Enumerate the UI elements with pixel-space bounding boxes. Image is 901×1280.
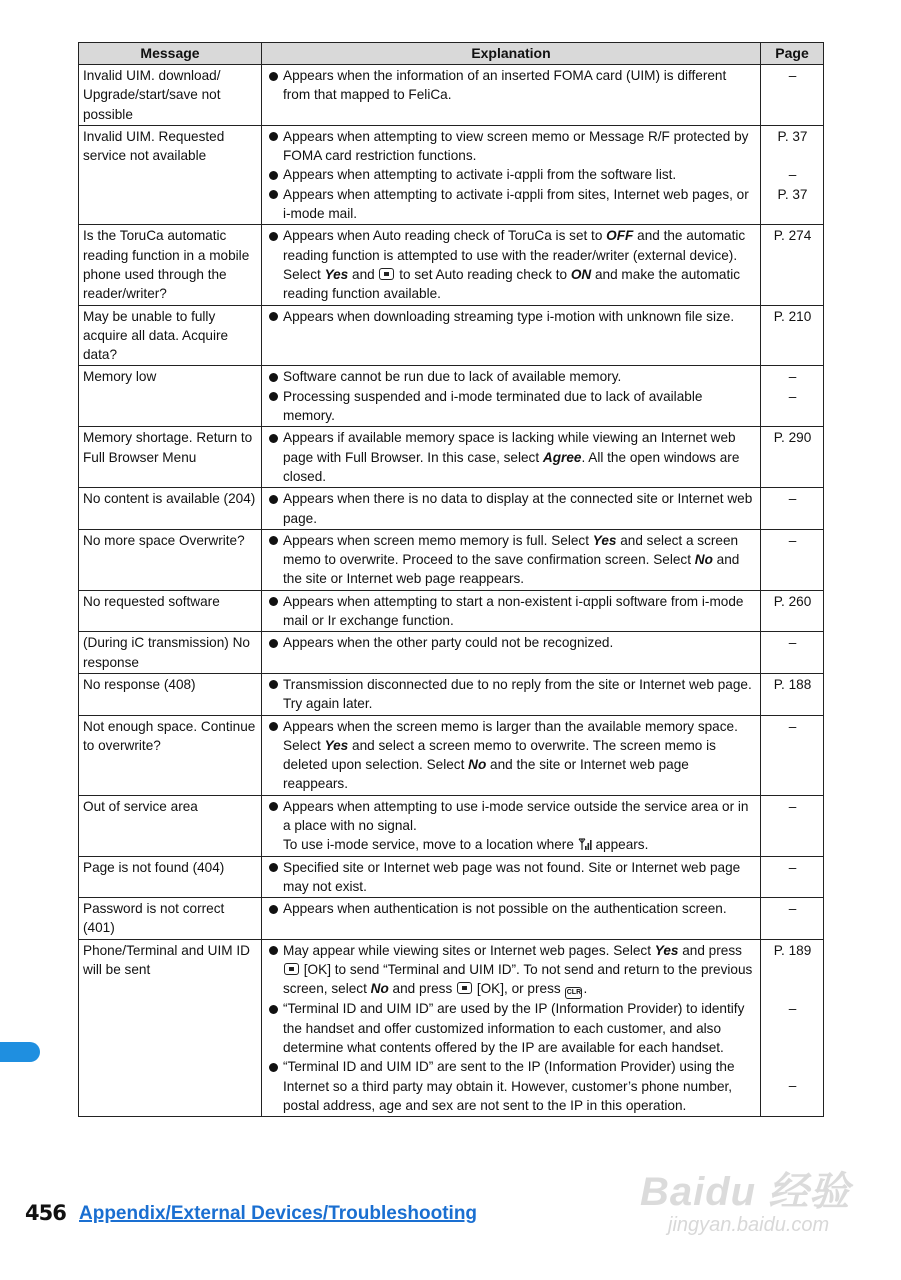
text-run: To use i-mode service, move to a location where — [283, 837, 578, 853]
page-ref: – — [788, 901, 797, 917]
message-cell: Invalid UIM. Requested service not available — [79, 125, 262, 224]
page-ref: P. 37 — [777, 128, 808, 144]
text-run: Appears when Auto reading check of ToruCa is set to — [283, 228, 607, 244]
center-select-key-icon — [457, 982, 472, 994]
explanation-cell — [262, 795, 761, 856]
keyword: Yes — [324, 737, 349, 753]
page-ref-cell — [761, 632, 824, 674]
page-ref: – — [788, 68, 797, 83]
explanation-cell — [262, 529, 761, 590]
text-run: [OK] to send “Terminal and UIM ID”. To not send and return to the previous screen, select — [283, 962, 753, 997]
page-ref: P. 290 — [773, 430, 812, 446]
page-ref-cell — [761, 715, 824, 795]
explanation-cell — [262, 65, 761, 126]
page-ref — [765, 979, 820, 998]
explanation-bullet: Transmission disconnected due to no reply from the site or Internet web page. Try again later. — [266, 675, 757, 714]
text-run: and select a screen memo to overwrite. Proceed to the save confirmation screen. Select — [283, 532, 739, 568]
out-of-service-antenna-icon — [578, 837, 592, 851]
page-ref-cell — [761, 366, 824, 427]
message-cell: Memory shortage. Return to Full Browser Menu — [79, 427, 262, 488]
explanation-cell — [262, 939, 761, 1116]
text-run: to set Auto reading check to — [395, 266, 571, 282]
page-ref — [765, 1037, 820, 1056]
text-run: Appears when the screen memo is larger than the available memory space. Select — [283, 718, 738, 753]
explanation-bullet: Processing suspended and i-mode terminated due to lack of available memory. — [266, 387, 757, 426]
message-cell: Is the ToruCa automatic reading function in a mobile phone used through the reader/writer? — [79, 225, 262, 305]
watermark-url: jingyan.baidu.com — [668, 1214, 830, 1236]
page-ref: – — [788, 388, 797, 404]
message-cell: Invalid UIM. download/ Upgrade/start/save not possible — [79, 65, 262, 126]
page-ref-cell — [761, 898, 824, 940]
message-cell: No content is available (204) — [79, 488, 262, 530]
explanation-bullet: “Terminal ID and UIM ID” are used by the IP (Information Provider) to identify the handset and offer customized information to each customer, and also determine what contents offered by the IP are available for each handset. — [266, 999, 757, 1057]
message-cell: No requested software — [79, 590, 262, 632]
keyword: OFF — [606, 228, 634, 244]
text-run: and press — [678, 942, 742, 958]
keyword: Yes — [654, 942, 679, 958]
section-title-link[interactable]: Appendix/External Devices/Troubleshooting — [79, 1203, 478, 1224]
table-row — [79, 65, 824, 126]
table-row — [79, 590, 824, 632]
page-ref: – — [788, 1000, 797, 1016]
header-page: Page — [761, 43, 824, 65]
chapter-index-tab — [0, 1042, 40, 1062]
message-cell: No more space Overwrite? — [79, 529, 262, 590]
page-ref-cell — [761, 590, 824, 632]
explanation-bullet: Appears when attempting to activate i-αppli from sites, Internet web pages, or i-mode mail. — [266, 185, 757, 224]
table-row — [79, 427, 824, 488]
explanation-cell — [262, 427, 761, 488]
text-run: Appears if available memory space is lacking while viewing an Internet web page with Full Browser. In this case, select — [283, 430, 736, 465]
message-cell: Memory low — [79, 366, 262, 427]
text-run: and — [348, 266, 379, 282]
page-number: 456 — [25, 1201, 66, 1225]
message-cell: No response (408) — [79, 673, 262, 715]
page-ref-cell — [761, 65, 824, 126]
page-ref-cell — [761, 939, 824, 1116]
explanation-cell — [262, 225, 761, 305]
page-ref-cell — [761, 125, 824, 224]
message-cell: (During iC transmission) No response — [79, 632, 262, 674]
explanation-bullet — [266, 941, 757, 1000]
explanation-bullet — [266, 717, 757, 794]
page-ref: – — [788, 718, 797, 734]
table-row — [79, 529, 824, 590]
page-ref: P. 188 — [773, 676, 812, 692]
clear-key-icon: CLR — [565, 987, 582, 999]
center-select-key-icon — [284, 963, 299, 975]
page-ref: – — [788, 369, 797, 385]
page-ref: – — [788, 1077, 797, 1093]
explanation-cell — [262, 488, 761, 530]
explanation-cell — [262, 125, 761, 224]
page-ref-cell — [761, 305, 824, 366]
explanation-bullet — [266, 226, 757, 303]
page-ref-cell — [761, 856, 824, 898]
page-ref-cell — [761, 673, 824, 715]
table-header-row — [79, 43, 824, 65]
message-cell: Not enough space. Continue to overwrite? — [79, 715, 262, 795]
explanation-cell — [262, 898, 761, 940]
page-ref: – — [788, 491, 797, 507]
explanation-bullet: Appears when downloading streaming type i-motion with unknown file size. — [266, 307, 757, 326]
keyword: Agree — [542, 449, 582, 465]
text-run: and the automatic reading function is attempted to use with the reader/writer (external device). Select — [283, 228, 746, 282]
keyword: Yes — [592, 532, 617, 548]
message-cell: Phone/Terminal and UIM ID will be sent — [79, 939, 262, 1116]
page-ref: – — [788, 798, 797, 814]
keyword: No — [694, 552, 713, 568]
message-cell: Page is not found (404) — [79, 856, 262, 898]
message-cell: Password is not correct (401) — [79, 898, 262, 940]
explanation-cell — [262, 632, 761, 674]
text-run: and select a screen memo to overwrite. The screen memo is deleted upon selection. Select — [283, 737, 716, 773]
header-explanation: Explanation — [262, 43, 761, 65]
table-row — [79, 305, 824, 366]
explanation-cell — [262, 305, 761, 366]
explanation-bullet: Appears when authentication is not possible on the authentication screen. — [266, 899, 757, 918]
page-ref-cell — [761, 225, 824, 305]
page-ref-cell — [761, 795, 824, 856]
keyword: Yes — [324, 266, 349, 282]
page-ref: – — [788, 532, 797, 548]
table-row — [79, 366, 824, 427]
page-ref-cell — [761, 488, 824, 530]
text-run: [OK], or press — [473, 981, 565, 997]
table-row — [79, 632, 824, 674]
explanation-bullet — [266, 428, 757, 486]
page-ref: P. 274 — [773, 228, 812, 244]
message-cell: Out of service area — [79, 795, 262, 856]
page-ref: P. 260 — [773, 593, 812, 609]
text-run: and make the automatic reading function available. — [283, 266, 741, 302]
table-row — [79, 898, 824, 940]
table-row — [79, 673, 824, 715]
page-ref: P. 37 — [777, 186, 808, 202]
table-row — [79, 225, 824, 305]
page-ref — [765, 1057, 820, 1076]
explanation-bullet: Specified site or Internet web page was not found. Site or Internet web page may not exist. — [266, 858, 757, 897]
explanation-cell — [262, 366, 761, 427]
table-row — [79, 856, 824, 898]
page-ref: P. 210 — [773, 308, 812, 324]
explanation-cell — [262, 715, 761, 795]
keyword: No — [370, 981, 389, 997]
explanation-bullet: Appears when there is no data to display at the connected site or Internet web page. — [266, 489, 757, 528]
page-ref — [765, 960, 820, 979]
header-message: Message — [79, 43, 262, 65]
explanation-cell — [262, 590, 761, 632]
page-ref: – — [788, 635, 797, 651]
text-run: and press — [388, 981, 457, 997]
page-ref — [765, 146, 820, 165]
page-ref: P. 189 — [773, 942, 812, 958]
text-run: . All the open windows are closed. — [283, 449, 740, 484]
table-row — [79, 795, 824, 856]
text-run: Appears when screen memo memory is full. Select — [283, 532, 593, 548]
message-cell: May be unable to fully acquire all data. Acquire data? — [79, 305, 262, 366]
explanation-cell — [262, 673, 761, 715]
message-table — [78, 42, 824, 1117]
text-run: appears. — [591, 837, 649, 853]
center-select-key-icon — [379, 268, 394, 280]
text-run: Appears when attempting to use i-mode service outside the service area or in a place with no signal. — [283, 798, 749, 833]
text-run: and the site or Internet web page reappears. — [283, 757, 689, 792]
explanation-bullet — [266, 797, 757, 855]
keyword: ON — [570, 266, 592, 282]
explanation-bullet: Appears when attempting to start a non-existent i-αppli software from i-mode mail or Ir exchange function. — [266, 592, 757, 631]
explanation-bullet: Appears when attempting to activate i-αppli from the software list. — [266, 165, 757, 184]
explanation-bullet: Appears when attempting to view screen memo or Message R/F protected by FOMA card restriction functions. — [266, 127, 757, 166]
explanation-bullet: “Terminal ID and UIM ID” are sent to the IP (Information Provider) using the Internet so a third party may obtain it. However, customer’s phone number, postal address, age and sex are not sent to the IP in this operation. — [266, 1057, 757, 1115]
explanation-bullet: Appears when the other party could not be recognized. — [266, 633, 757, 652]
explanation-cell — [262, 856, 761, 898]
page-ref: – — [788, 167, 797, 183]
table-row — [79, 715, 824, 795]
text-run: . — [583, 981, 588, 997]
explanation-bullet: Appears when the information of an inserted FOMA card (UIM) is different from that mapped to FeliCa. — [266, 66, 757, 105]
text-run: May appear while viewing sites or Internet web pages. Select — [283, 942, 655, 958]
page-ref — [765, 1018, 820, 1037]
table-row — [79, 939, 824, 1116]
explanation-bullet: Software cannot be run due to lack of available memory. — [266, 367, 757, 386]
table-row — [79, 125, 824, 224]
table-row — [79, 488, 824, 530]
explanation-bullet — [266, 531, 757, 589]
page-ref-cell — [761, 427, 824, 488]
page-ref-cell — [761, 529, 824, 590]
page-ref: – — [788, 859, 797, 875]
watermark-logo: Baidu 经验 — [640, 1170, 851, 1214]
keyword: No — [468, 757, 487, 773]
text-run: and the site or Internet web page reappears. — [283, 552, 740, 587]
